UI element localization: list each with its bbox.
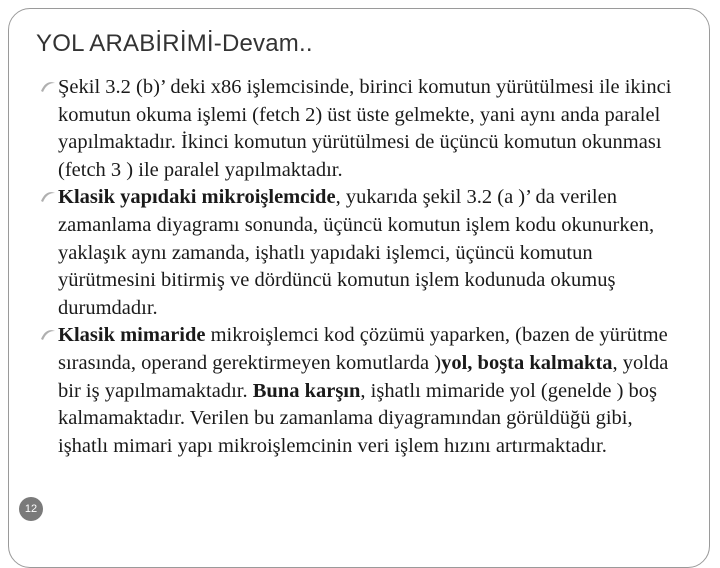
- slide-body: [36, 74, 676, 460]
- swoosh-bullet-icon: [40, 189, 56, 205]
- paragraph-text: [58, 186, 654, 318]
- bold-segment: Klasik mimaride: [58, 324, 206, 347]
- text-segment: Şekil 3.2 (b)’ deki x86 işlemcisinde, birinci komutun yürütülmesi ile ikinci komutun okuma işlemi (fetch 2) üst üste gelmekte, yani aynı anda paralel yapılmaktadır. İkinci komutun yürütülmesi de üçüncü komutun okunması (fetch 3 ) ile paralel yapılmaktadır.: [58, 76, 672, 181]
- text-segment: mikroişlemci kod çözümü yaparken, (bazen de yürütme sırasında, operand gerektirmeyen komutlarda ): [58, 324, 668, 374]
- bold-segment: yol, boşta kalmakta: [441, 351, 613, 374]
- paragraph-text: [58, 76, 671, 181]
- slide-title: YOL ARABİRİMİ-Devam..: [36, 30, 313, 57]
- paragraph-text: [58, 324, 668, 456]
- bullet-paragraph-1: [36, 74, 676, 184]
- bullet-paragraph-3: [36, 322, 676, 460]
- swoosh-bullet-icon: [40, 327, 56, 343]
- text-segment: , işhatlı mimaride yol (genelde ) boş kalmamaktadır. Verilen bu zamanlama diyagramından görüldüğü gibi, işhatlı mimari yapı mikroişlemcinin veri işlem hızını artırmaktadır.: [58, 379, 658, 457]
- bold-segment: Klasik yapıdaki mikroişlemcide: [58, 186, 336, 209]
- text-segment: , yolda bir iş yapılmamaktadır.: [58, 351, 669, 402]
- swoosh-bullet-icon: [40, 79, 56, 95]
- bold-segment: Buna karşın: [252, 379, 361, 402]
- text-segment: , yukarıda şekil 3.2 (a )’ da verilen zamanlama diyagramı sonunda, üçüncü komutun işlem kodu okunurken, yaklaşık aynı zamanda, işhatlı yapıdaki işlemci, üçüncü komutun yürütmesini bitirmiş ve dördüncü komutun işlem kodunuda okumuş durumdadır.: [58, 186, 655, 319]
- bullet-paragraph-2: [36, 184, 676, 322]
- page-number-badge: 12: [19, 497, 43, 521]
